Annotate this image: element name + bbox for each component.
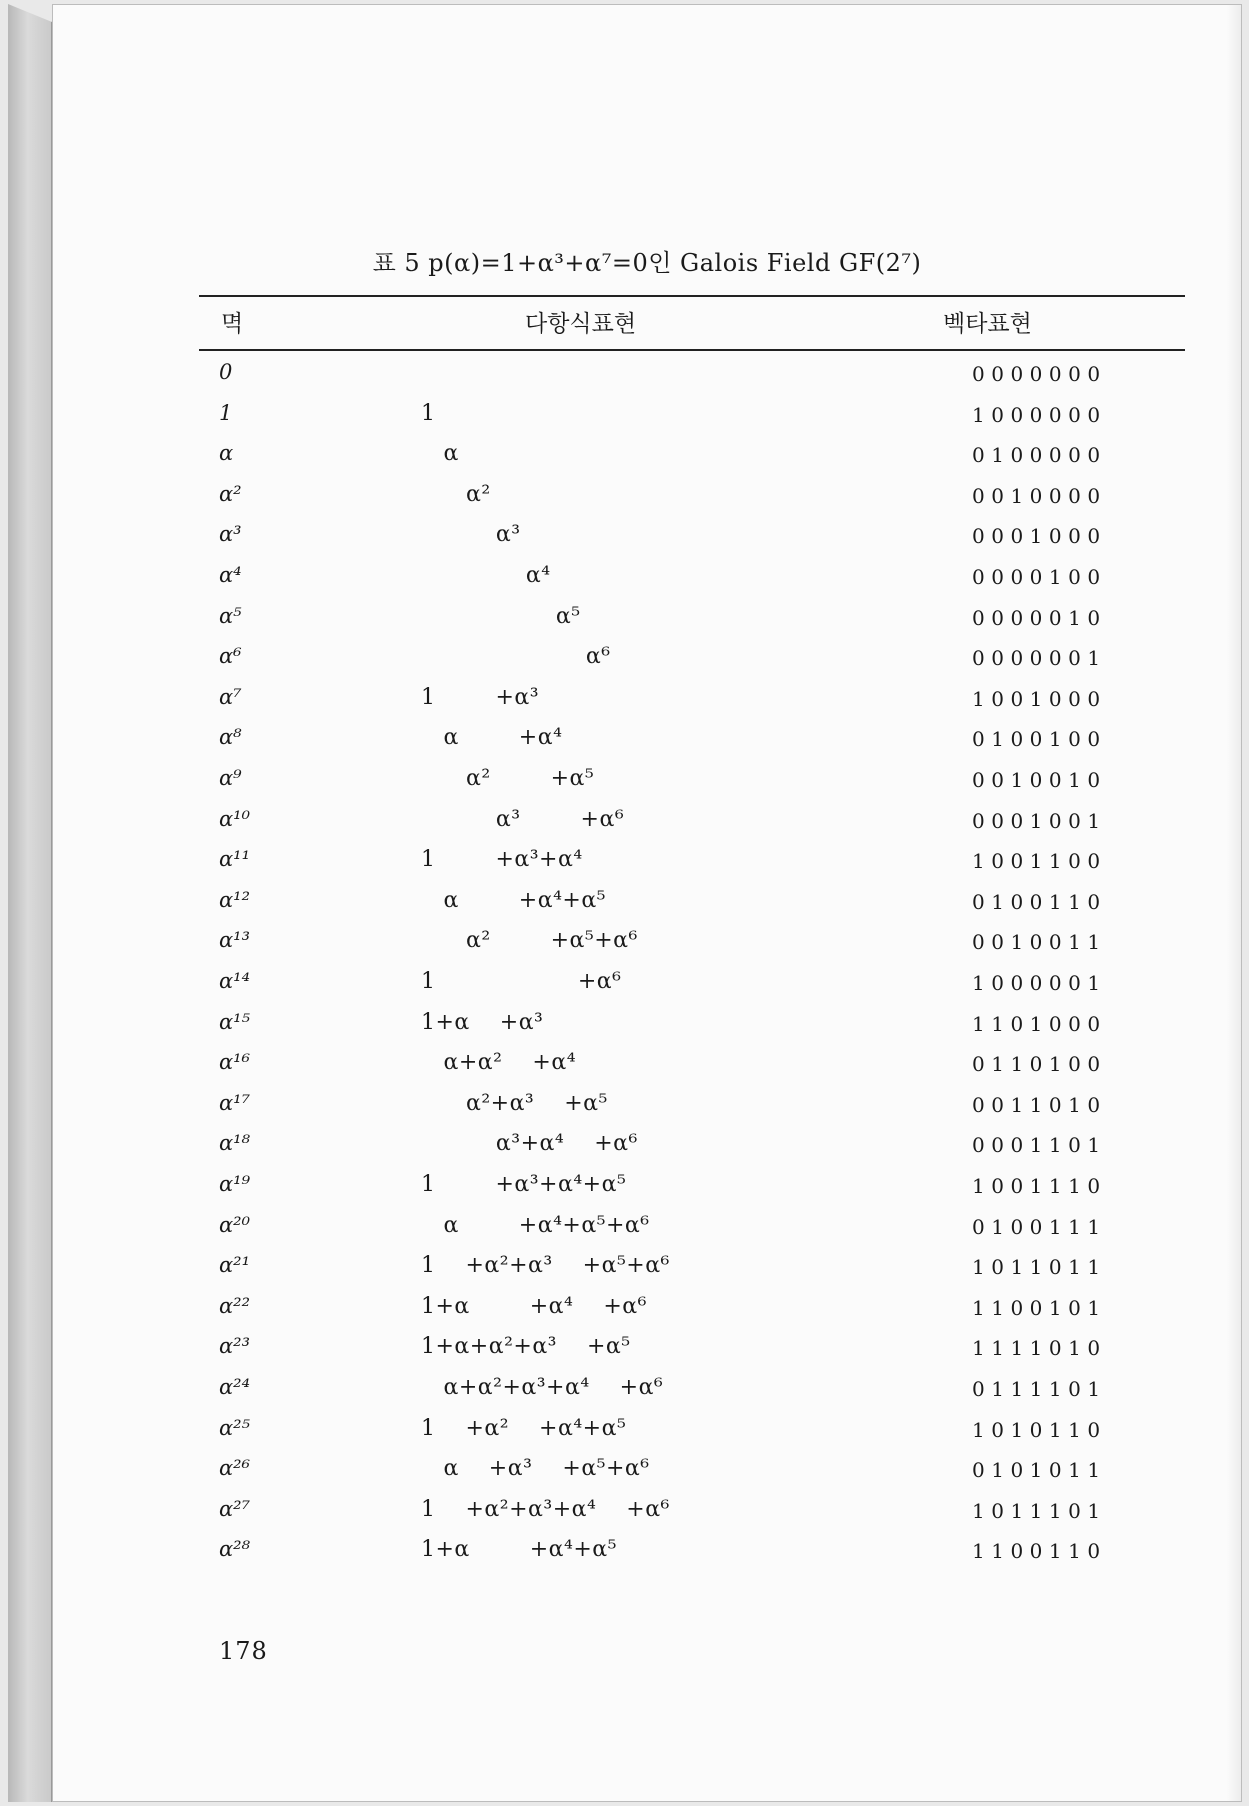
power-cell: α²⁵: [219, 1415, 251, 1440]
power-cell: α²²: [219, 1293, 251, 1318]
polynomial-cell: 1 +α³+α⁴: [421, 847, 583, 873]
polynomial-cell: α⁵: [421, 603, 581, 629]
table-row: [53, 358, 1241, 394]
vector-cell: 1010110: [972, 1417, 1107, 1442]
vector-cell: 1000000: [972, 402, 1107, 427]
table-row: [53, 1089, 1241, 1125]
vector-cell: 0111101: [972, 1377, 1107, 1401]
polynomial-cell: 1 +α³: [421, 684, 540, 710]
vector-cell: 0001001: [972, 808, 1107, 833]
power-cell: α⁵: [219, 603, 242, 628]
table-row: [53, 399, 1241, 435]
vector-cell: 0100100: [972, 727, 1107, 752]
vector-cell: 0010000: [972, 483, 1107, 508]
power-cell: 0: [219, 360, 233, 384]
table-row: [53, 1454, 1241, 1490]
polynomial-cell: α +α⁴+α⁵: [421, 887, 606, 913]
polynomial-cell: 1 +α³+α⁴+α⁵: [421, 1172, 627, 1197]
power-cell: α¹⁴: [219, 969, 251, 993]
power-cell: 1: [219, 400, 233, 425]
vector-cell: 0000010: [972, 605, 1107, 630]
table-row: [53, 439, 1241, 475]
table-row: [53, 1332, 1241, 1368]
polynomial-cell: 1: [421, 400, 436, 426]
vector-cell: 0001101: [972, 1133, 1107, 1158]
power-cell: α¹⁹: [219, 1172, 251, 1196]
table-row: [53, 1373, 1241, 1409]
header-vector: 벡타표현: [943, 311, 1032, 337]
power-cell: α⁸: [219, 725, 242, 750]
polynomial-cell: α +α³ +α⁵+α⁶: [421, 1456, 650, 1482]
power-cell: α¹³: [219, 928, 251, 953]
table-row: [53, 1211, 1241, 1247]
table-row: [53, 1170, 1241, 1206]
vector-cell: 0101011: [972, 1458, 1107, 1483]
polynomial-cell: α³ +α⁶: [421, 806, 625, 832]
table-row: [53, 642, 1241, 678]
table-header-rule: [199, 349, 1185, 351]
power-cell: α²⁷: [219, 1496, 251, 1521]
power-cell: α¹¹: [219, 847, 251, 872]
polynomial-cell: α⁴: [421, 563, 551, 588]
power-cell: α¹⁷: [219, 1090, 251, 1115]
power-cell: α⁴: [219, 563, 242, 587]
table-row: [53, 805, 1241, 841]
vector-cell: 0000000: [972, 362, 1107, 386]
polynomial-cell: α +α⁴+α⁵+α⁶: [421, 1212, 650, 1238]
vector-cell: 0010011: [972, 930, 1107, 955]
polynomial-cell: 1+α +α³: [421, 1009, 544, 1035]
polynomial-cell: α +α⁴: [421, 725, 563, 751]
vector-cell: 1111010: [972, 1336, 1107, 1361]
vector-cell: 1001000: [972, 686, 1107, 711]
vector-cell: 0010010: [972, 768, 1107, 792]
power-cell: α²: [219, 481, 242, 506]
table-row: [53, 845, 1241, 881]
vector-cell: 0110100: [972, 1052, 1107, 1077]
power-cell: α²¹: [219, 1253, 251, 1278]
polynomial-cell: α+α² +α⁴: [421, 1050, 577, 1076]
polynomial-cell: 1+α +α⁴+α⁵: [421, 1537, 617, 1563]
table-row: [53, 1292, 1241, 1328]
power-cell: α¹⁵: [219, 1009, 251, 1034]
vector-cell: 1100101: [972, 1295, 1107, 1320]
vector-cell: 1011101: [972, 1498, 1107, 1523]
vector-cell: 0001000: [972, 524, 1107, 549]
power-cell: α⁹: [219, 766, 242, 790]
polynomial-cell: α²+α³ +α⁵: [421, 1090, 608, 1116]
power-cell: α³: [219, 522, 242, 547]
power-cell: α²³: [219, 1334, 251, 1359]
book-spine: [8, 4, 52, 1802]
table-row: [53, 764, 1241, 800]
vector-cell: 1011011: [972, 1255, 1107, 1280]
polynomial-cell: 1 +α²+α³+α⁴ +α⁶: [421, 1496, 670, 1522]
table-row: [53, 1129, 1241, 1165]
table-row: [53, 723, 1241, 759]
polynomial-cell: α: [421, 441, 459, 467]
polynomial-cell: 1 +α² +α⁴+α⁵: [421, 1415, 627, 1441]
power-cell: α¹⁶: [219, 1050, 251, 1075]
polynomial-cell: α² +α⁵+α⁶: [421, 928, 638, 954]
header-power: 멱: [221, 311, 244, 337]
power-cell: α²⁴: [219, 1375, 251, 1399]
polynomial-cell: 1+α+α²+α³ +α⁵: [421, 1334, 631, 1360]
table-caption: 표 5 p(α)=1+α³+α⁷=0인 Galois Field GF(2⁷): [372, 249, 922, 277]
power-cell: α²⁶: [219, 1456, 251, 1481]
table-top-rule: [199, 295, 1185, 297]
power-cell: α¹⁰: [219, 806, 251, 831]
vector-cell: 0011010: [972, 1092, 1107, 1117]
header-polynomial: 다항식표현: [525, 311, 637, 337]
polynomial-cell: α²: [421, 481, 491, 507]
power-cell: α²⁰: [219, 1212, 251, 1237]
polynomial-cell: α⁶: [421, 644, 611, 670]
polynomial-cell: α³+α⁴ +α⁶: [421, 1131, 638, 1157]
polynomial-cell: 1 +α⁶: [421, 969, 622, 994]
table-row: [53, 1008, 1241, 1044]
page-number: 178: [219, 1637, 268, 1665]
table-row: [53, 926, 1241, 962]
table-row: [53, 520, 1241, 556]
power-cell: α¹²: [219, 887, 251, 912]
vector-cell: 0100111: [972, 1214, 1107, 1239]
table-row: [53, 1414, 1241, 1450]
vector-cell: 0000100: [972, 565, 1107, 589]
polynomial-cell: 1+α +α⁴ +α⁶: [421, 1293, 647, 1319]
table-row: [53, 1495, 1241, 1531]
power-cell: α⁶: [219, 644, 242, 669]
vector-cell: 1001100: [972, 849, 1107, 874]
vector-cell: 0100000: [972, 443, 1107, 468]
vector-cell: 1001110: [972, 1174, 1107, 1198]
power-cell: α⁷: [219, 684, 242, 709]
table-row: [53, 480, 1241, 516]
table-row: [53, 967, 1241, 1003]
table-row: [53, 602, 1241, 638]
polynomial-cell: α+α²+α³+α⁴ +α⁶: [421, 1375, 664, 1400]
table-row: [53, 1535, 1241, 1571]
vector-cell: 0100110: [972, 889, 1107, 914]
power-cell: α: [219, 441, 234, 466]
power-cell: α²⁸: [219, 1537, 251, 1562]
table-row: [53, 561, 1241, 597]
polynomial-cell: α³: [421, 522, 521, 548]
power-cell: α¹⁸: [219, 1131, 251, 1156]
book-page: [52, 4, 1242, 1802]
vector-cell: 1000001: [972, 971, 1107, 995]
table-row: [53, 1048, 1241, 1084]
table-row: [53, 1251, 1241, 1287]
table-row: [53, 886, 1241, 922]
vector-cell: 1101000: [972, 1011, 1107, 1036]
table-row: [53, 683, 1241, 719]
vector-cell: 0000001: [972, 646, 1107, 671]
vector-cell: 1100110: [972, 1539, 1107, 1564]
polynomial-cell: 1 +α²+α³ +α⁵+α⁶: [421, 1253, 670, 1279]
polynomial-cell: α² +α⁵: [421, 766, 595, 791]
